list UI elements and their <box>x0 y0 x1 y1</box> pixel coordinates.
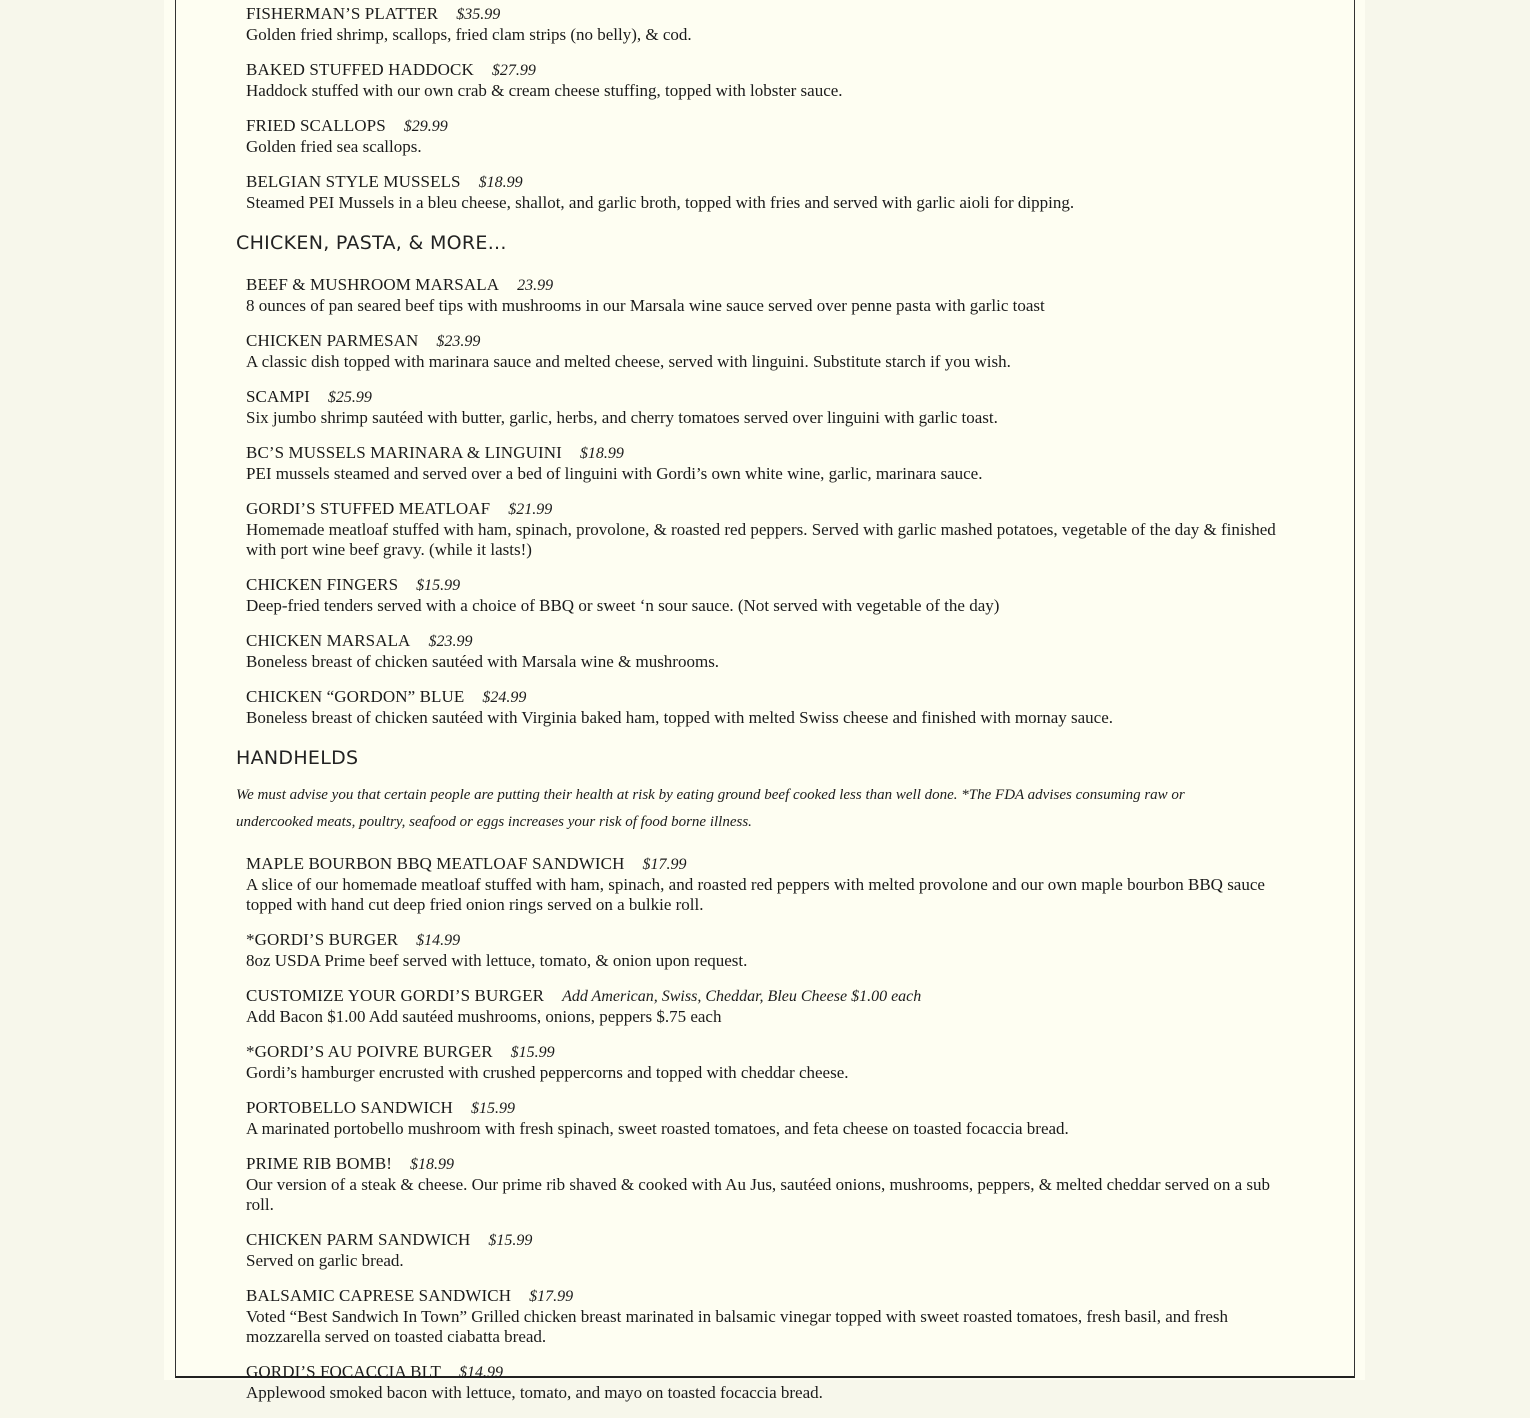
menu-item-price: $17.99 <box>642 856 687 873</box>
menu-item-price: $14.99 <box>416 932 461 949</box>
section-title: CHICKEN, PASTA, & MORE... <box>236 232 507 254</box>
menu-item-price: $15.99 <box>416 577 461 594</box>
menu-item-header <box>246 1230 1296 1251</box>
menu-item-price: $29.99 <box>403 118 448 135</box>
menu-item <box>246 1154 1296 1215</box>
menu-item-price: $17.99 <box>529 1288 574 1305</box>
menu-item-description: A slice of our homemade meatloaf stuffed with ham, spinach, and roasted red peppers with melted provolone and our own maple bourbon BBQ sauce topped with hand cut deep fried onion rings served on a bulkie roll. <box>246 875 1265 914</box>
menu-item-price: $15.99 <box>510 1044 555 1061</box>
menu-item-description: Six jumbo shrimp sautéed with butter, garlic, herbs, and cherry tomatoes served over linguini with garlic toast. <box>246 408 998 427</box>
menu-item-name: BEEF & MUSHROOM MARSALA <box>246 275 500 294</box>
menu-item-description: A marinated portobello mushroom with fresh spinach, sweet roasted tomatoes, and feta cheese on toasted focaccia bread. <box>246 1119 1069 1138</box>
menu-item-header <box>246 687 1296 708</box>
menu-item-name: CUSTOMIZE YOUR GORDI’S BURGER <box>246 986 545 1005</box>
menu-item-header <box>246 116 1296 137</box>
menu-item-header <box>246 631 1296 652</box>
menu-item-header <box>246 331 1296 352</box>
section-title: HANDHELDS <box>236 747 359 769</box>
menu-item-price: $23.99 <box>428 633 473 650</box>
menu-item-header <box>246 4 1296 25</box>
menu-item-description: Gordi’s hamburger encrusted with crushed peppercorns and topped with cheddar cheese. <box>246 1063 849 1082</box>
menu-item-name: *GORDI’S BURGER <box>246 930 399 949</box>
menu-item <box>246 1286 1296 1347</box>
menu-item-name: PRIME RIB BOMB! <box>246 1154 393 1173</box>
menu-item-name: CHICKEN PARMESAN <box>246 331 419 350</box>
menu-item <box>246 854 1296 915</box>
menu-item-description: Add Bacon $1.00 Add sautéed mushrooms, onions, peppers $.75 each <box>246 1007 722 1026</box>
menu-item-description: Steamed PEI Mussels in a bleu cheese, shallot, and garlic broth, topped with fries and served with garlic aioli for dipping. <box>246 193 1075 212</box>
menu-item-header <box>246 275 1296 296</box>
menu-item-description: Boneless breast of chicken sautéed with Marsala wine & mushrooms. <box>246 652 720 671</box>
menu-item-description: 8 ounces of pan seared beef tips with mushrooms in our Marsala wine sauce served over penne pasta with garlic toast <box>246 296 1045 315</box>
menu-item-description: Applewood smoked bacon with lettuce, tomato, and mayo on toasted focaccia bread. <box>246 1383 823 1402</box>
menu-item-header <box>246 387 1296 408</box>
menu-item-name: CHICKEN PARM SANDWICH <box>246 1230 471 1249</box>
menu-item <box>246 1098 1296 1139</box>
menu-item-name: CHICKEN MARSALA <box>246 631 411 650</box>
health-advisory-notice: We must advise you that certain people are putting their health at risk by eating ground beef cooked less than well done. *The FDA advises consuming raw or undercooked meats, poultry, seafood or eggs increases your risk of food borne illness. <box>236 787 1185 830</box>
menu-item-name: BC’S MUSSELS MARINARA & LINGUINI <box>246 443 562 462</box>
menu-item-description: Voted “Best Sandwich In Town” Grilled chicken breast marinated in balsamic vinegar topped with sweet roasted tomatoes, fresh basil, and fresh mozzarella served on toasted ciabatta bread. <box>246 1307 1229 1346</box>
menu-item-description: Homemade meatloaf stuffed with ham, spinach, provolone, & roasted red peppers. Served with garlic mashed potatoes, vegetable of the day & finished with port wine beef gravy. (while it lasts!) <box>246 520 1276 559</box>
menu-item-name: *GORDI’S AU POIVRE BURGER <box>246 1042 493 1061</box>
menu-item-description: Served on garlic bread. <box>246 1251 404 1270</box>
menu-item-price: $18.99 <box>478 174 523 191</box>
menu-item-price: $25.99 <box>327 389 372 406</box>
menu-item-price: $14.99 <box>459 1364 504 1381</box>
menu-content[interactable] <box>176 0 1354 1418</box>
menu-item <box>246 930 1296 971</box>
menu-item-name: BALSAMIC CAPRESE SANDWICH <box>246 1286 512 1305</box>
menu-item <box>246 172 1296 213</box>
menu-item <box>246 4 1296 45</box>
menu-item <box>246 387 1296 428</box>
menu-item-description: Golden fried shrimp, scallops, fried clam strips (no belly), & cod. <box>246 25 692 44</box>
menu-item-price: 23.99 <box>517 277 554 294</box>
menu-item-header <box>246 986 1296 1007</box>
menu-item-description: A classic dish topped with marinara sauce and melted cheese, served with linguini. Substitute starch if you wish. <box>246 352 1011 371</box>
menu-item <box>246 499 1296 560</box>
menu-item <box>246 1230 1296 1271</box>
menu-item-header <box>246 854 1296 875</box>
menu-item-name: BELGIAN STYLE MUSSELS <box>246 172 461 191</box>
menu-item-header <box>246 499 1296 520</box>
menu-item-name: PORTOBELLO SANDWICH <box>246 1098 453 1117</box>
menu-item-header <box>246 930 1296 951</box>
menu-item <box>246 60 1296 101</box>
menu-item-name: GORDI’S FOCACCIA BLT <box>246 1362 442 1381</box>
menu-item-price: $18.99 <box>579 445 624 462</box>
menu-item <box>246 331 1296 372</box>
menu-item-header <box>246 1098 1296 1119</box>
menu-item-name: BAKED STUFFED HADDOCK <box>246 60 474 79</box>
menu-item-description: Golden fried sea scallops. <box>246 137 422 156</box>
menu-item-name: FRIED SCALLOPS <box>246 116 386 135</box>
menu-item-name: FISHERMAN’S PLATTER <box>246 4 439 23</box>
menu-item <box>246 443 1296 484</box>
menu-item-header <box>246 172 1296 193</box>
menu-item-price: $27.99 <box>491 62 536 79</box>
menu-item-description: 8oz USDA Prime beef served with lettuce, tomato, & onion upon request. <box>246 951 748 970</box>
menu-item-name: SCAMPI <box>246 387 310 406</box>
menu-item <box>246 575 1296 616</box>
menu-item <box>246 631 1296 672</box>
menu-item-description: PEI mussels steamed and served over a bed of linguini with Gordi’s own white wine, garlic, marinara sauce. <box>246 464 983 483</box>
menu-item-price: $23.99 <box>436 333 481 350</box>
menu-item-price: $15.99 <box>470 1100 515 1117</box>
menu-item <box>246 1362 1296 1403</box>
menu-item-name: CHICKEN FINGERS <box>246 575 399 594</box>
menu-item-description: Boneless breast of chicken sautéed with Virginia baked ham, topped with melted Swiss cheese and finished with mornay sauce. <box>246 708 1114 727</box>
menu-item-description: Our version of a steak & cheese. Our prime rib shaved & cooked with Au Jus, sautéed onions, mushrooms, peppers, & melted cheddar served on a sub roll. <box>246 1175 1271 1214</box>
menu-item-header <box>246 1362 1296 1383</box>
menu-item-name: GORDI’S STUFFED MEATLOAF <box>246 499 491 518</box>
menu-item-name: CHICKEN “GORDON” BLUE <box>246 687 465 706</box>
menu-item-price: $21.99 <box>508 501 553 518</box>
menu-item-header <box>246 575 1296 596</box>
menu-item <box>246 986 1296 1027</box>
menu-item-price: Add American, Swiss, Cheddar, Bleu Cheese $1.00 each <box>562 988 922 1005</box>
menu-item-price: $35.99 <box>456 6 501 23</box>
menu-item-header <box>246 1154 1296 1175</box>
menu-item <box>246 1042 1296 1083</box>
menu-item-description: Haddock stuffed with our own crab & cream cheese stuffing, topped with lobster sauce. <box>246 81 843 100</box>
menu-item-header <box>246 443 1296 464</box>
menu-frame <box>175 0 1355 1402</box>
menu-item <box>246 275 1296 316</box>
menu-item <box>246 116 1296 157</box>
menu-item-header <box>246 60 1296 81</box>
menu-item-price: $15.99 <box>488 1232 533 1249</box>
menu-item-price: $18.99 <box>410 1156 455 1173</box>
menu-item-name: MAPLE BOURBON BBQ MEATLOAF SANDWICH <box>246 854 625 873</box>
menu-item-header <box>246 1286 1296 1307</box>
menu-item <box>246 687 1296 728</box>
menu-item-price: $24.99 <box>482 689 527 706</box>
menu-item-description: Deep-fried tenders served with a choice of BBQ or sweet ‘n sour sauce. (Not served with vegetable of the day) <box>246 596 1000 615</box>
menu-item-header <box>246 1042 1296 1063</box>
